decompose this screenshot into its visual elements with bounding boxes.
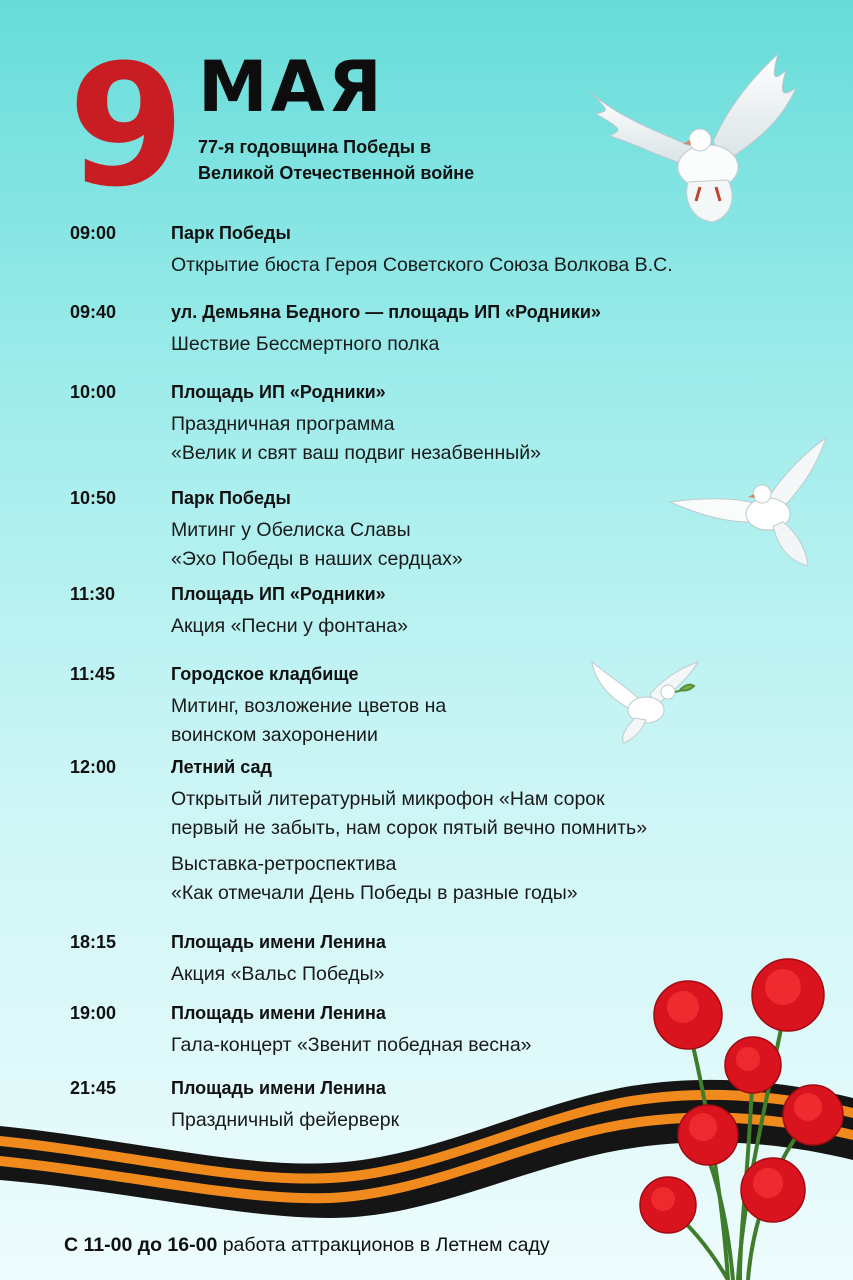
footer-note bbox=[64, 1232, 550, 1258]
event-place: Площадь имени Ленина bbox=[171, 932, 386, 952]
event-description: Открытый литературный микрофон «Нам сорок bbox=[171, 788, 605, 810]
event-description: Праздничный фейерверк bbox=[171, 1109, 400, 1131]
event-description: воинском захоронении bbox=[171, 724, 378, 746]
event-time: 09:40 bbox=[70, 302, 117, 322]
event-time: 09:00 bbox=[70, 223, 117, 243]
event-description: Открытие бюста Героя Советского Союза Волкова В.С. bbox=[171, 254, 673, 276]
event-time: 10:50 bbox=[70, 488, 117, 508]
dove-icon bbox=[668, 436, 828, 568]
event-place: Городское кладбище bbox=[171, 664, 359, 684]
event-place: Летний сад bbox=[171, 757, 272, 777]
carnations-icon bbox=[628, 955, 853, 1280]
footer-text: работа аттракционов в Летнем саду bbox=[217, 1234, 550, 1256]
event-time: 11:30 bbox=[70, 584, 116, 604]
event-description: Митинг у Обелиска Славы bbox=[171, 519, 411, 541]
dove-icon bbox=[590, 658, 702, 744]
event-description: «Как отмечали День Победы в разные годы» bbox=[171, 882, 578, 904]
event-place: Площадь ИП «Родники» bbox=[171, 584, 386, 604]
month-title: МАЯ bbox=[198, 46, 385, 128]
event-place: ул. Демьяна Бедного — площадь ИП «Родники» bbox=[171, 302, 601, 322]
event-time: 10:00 bbox=[70, 382, 117, 402]
event-time: 21:45 bbox=[70, 1078, 117, 1098]
event-description: Выставка-ретроспектива bbox=[171, 853, 397, 875]
day-number: 9 bbox=[68, 28, 181, 224]
event-place: Площадь имени Ленина bbox=[171, 1003, 386, 1023]
dove-icon bbox=[588, 52, 824, 224]
event-description: Митинг, возложение цветов на bbox=[171, 695, 447, 717]
event-time: 12:00 bbox=[70, 757, 117, 777]
event-description: Акция «Песни у фонтана» bbox=[171, 615, 408, 637]
event-description: «Велик и свят ваш подвиг незабвенный» bbox=[171, 442, 541, 464]
event-description: Акция «Вальс Победы» bbox=[171, 963, 385, 985]
subtitle bbox=[198, 134, 558, 186]
event-time: 19:00 bbox=[70, 1003, 117, 1023]
event-time: 18:15 bbox=[70, 932, 117, 952]
subtitle-line: Великой Отечественной войне bbox=[198, 163, 475, 183]
subtitle-line: 77-я годовщина Победы в bbox=[198, 137, 432, 157]
event-description: Шествие Бессмертного полка bbox=[171, 333, 440, 355]
event-description: Праздничная программа bbox=[171, 413, 395, 435]
event-description: Гала-концерт «Звенит победная весна» bbox=[171, 1034, 532, 1056]
event-place: Площадь ИП «Родники» bbox=[171, 382, 386, 402]
event-time: 11:45 bbox=[70, 664, 116, 684]
event-place: Площадь имени Ленина bbox=[171, 1078, 386, 1098]
event-place: Парк Победы bbox=[171, 223, 291, 243]
event-place: Парк Победы bbox=[171, 488, 291, 508]
footer-hours: С 11-00 до 16-00 bbox=[64, 1234, 218, 1256]
event-description: первый не забыть, нам сорок пятый вечно помнить» bbox=[171, 817, 648, 839]
event-description: «Эхо Победы в наших сердцах» bbox=[171, 548, 463, 570]
